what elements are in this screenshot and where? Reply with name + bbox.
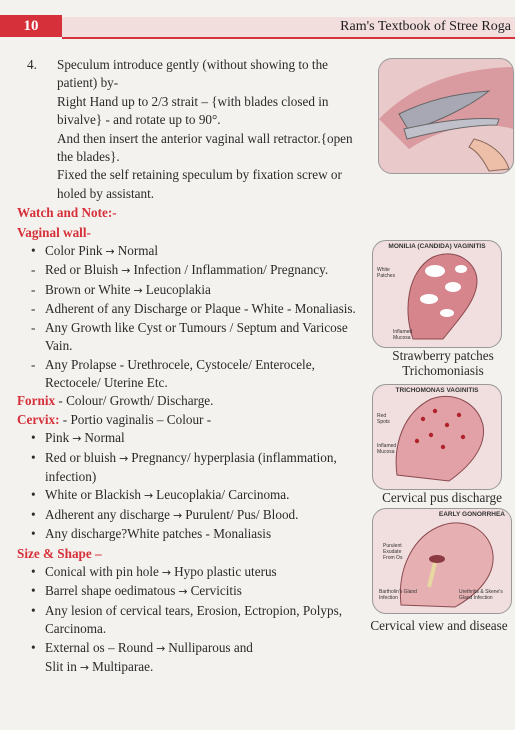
list-item: • Adherent any discharge → Purulent/ Pus/ Blood. bbox=[31, 506, 299, 522]
header-band bbox=[62, 17, 515, 39]
arrow-icon: → bbox=[161, 565, 172, 579]
gonorrhea-illustration bbox=[372, 508, 512, 614]
trichomonas-illustration bbox=[372, 384, 502, 490]
illustration-title: EARLY GONORRHEA bbox=[438, 511, 505, 518]
illustration-label: Purulent Exudate From Os bbox=[383, 543, 403, 561]
list-item: • Any discharge?White patches - Monaliasis bbox=[31, 526, 272, 542]
illustration-label: White Patches bbox=[377, 267, 396, 279]
vaginal-wall-heading: Vaginal wall- bbox=[17, 224, 91, 240]
vaginal-wall-list bbox=[17, 242, 365, 392]
list-item: • External os – Round → Nulliparous and Slit in → Multiparae. bbox=[31, 639, 253, 674]
list-item: - Red or Bluish → Infection / Inflammation/ Pregnancy. bbox=[31, 262, 329, 278]
arrow-icon: → bbox=[121, 264, 131, 278]
illustration-label: Red Spots bbox=[377, 413, 390, 425]
cervix-label: Cervix: bbox=[17, 411, 60, 427]
item-number: 4. bbox=[27, 57, 37, 72]
list-item: • Color Pink → Normal bbox=[31, 243, 159, 259]
arrow-icon: → bbox=[156, 641, 166, 655]
list-item: - Any Prolapse - Urethrocele, Cystocele/ Enterocele, Rectocele/ Uterine Etc. bbox=[31, 356, 315, 390]
illustration-label: Urethritis & Skene's Gland Infection bbox=[459, 589, 503, 601]
arrow-icon: → bbox=[133, 283, 143, 297]
size-shape-list bbox=[17, 563, 365, 677]
illustration-label: Bartholin's Gland Infection bbox=[379, 589, 417, 601]
item-line: Fixed the self retaining speculum by fixation screw or holed by assistant. bbox=[57, 167, 342, 201]
caption-pus: Cervical pus discharge bbox=[382, 490, 502, 505]
item-line: Speculum introduce gently (without showing to the patient) by- bbox=[57, 57, 329, 91]
list-item: • Red or bluish → Pregnancy/ hyperplasia (inflammation, infection) bbox=[31, 449, 337, 484]
caption-view: Cervical view and disease bbox=[370, 618, 508, 633]
monilia-illustration bbox=[372, 240, 502, 348]
arrow-icon: → bbox=[119, 451, 129, 465]
item-line: Right Hand up to 2/3 strait – {with blades closed in bivalve} - and rotate up to 90°. bbox=[57, 93, 329, 128]
speculum-illustration bbox=[378, 58, 514, 174]
fornix-label: Fornix bbox=[17, 393, 56, 409]
caption-trichomoniasis: Trichomoniasis bbox=[402, 363, 484, 378]
caption-strawberry: Strawberry patches bbox=[392, 348, 494, 363]
arrow-icon: → bbox=[143, 489, 154, 503]
main-text bbox=[17, 56, 365, 677]
illustration-label: Inflamed Mucosa bbox=[377, 443, 397, 455]
cervix-list bbox=[17, 429, 365, 543]
arrow-icon: → bbox=[79, 661, 90, 674]
arrow-icon: → bbox=[105, 245, 115, 259]
arrow-icon: → bbox=[72, 432, 82, 446]
illustration-label: Inflamed Mucosa bbox=[393, 329, 413, 341]
list-item: - Brown or White → Leucoplakia bbox=[31, 281, 211, 297]
arrow-icon: → bbox=[173, 508, 183, 522]
watch-note-heading: Watch and Note:- bbox=[17, 205, 117, 221]
arrow-icon: → bbox=[178, 585, 188, 599]
list-item: • Pink → Normal bbox=[31, 430, 125, 446]
list-item: - Any Growth like Cyst or Tumours / Septum and Varicose Vain. bbox=[31, 319, 348, 354]
illustration-title: TRICHOMONAS VAGINITIS bbox=[395, 387, 479, 394]
item-body bbox=[57, 56, 365, 203]
page-header bbox=[0, 15, 515, 37]
list-item: • Any lesion of cervical tears, Erosion, Ectropion, Polyps, Carcinoma. bbox=[31, 602, 343, 637]
illustration-title: MONILIA (CANDIDA) VAGINITIS bbox=[388, 243, 486, 250]
list-item: - Adherent of any Discharge or Plaque - White - Monaliasis. bbox=[31, 301, 356, 317]
list-item: • Barrel shape oedimatous → Cervicitis bbox=[31, 583, 242, 599]
book-title: Ram's Textbook of Stree Roga bbox=[340, 19, 511, 34]
list-item: • Conical with pin hole → Hypo plastic uterus bbox=[31, 563, 277, 579]
page-number: 10 bbox=[0, 15, 62, 37]
size-shape-heading: Size & Shape – bbox=[17, 545, 102, 561]
fornix-line: Fornix - Colour/ Growth/ Discharge. bbox=[17, 393, 214, 409]
item-line: And then insert the anterior vaginal wall retractor.{open the blades}. bbox=[57, 130, 353, 165]
list-item: • White or Blackish → Leucoplakia/ Carcinoma. bbox=[31, 487, 290, 503]
cervix-line: Cervix: - Portio vaginalis – Colour - bbox=[17, 411, 212, 427]
list-item-4 bbox=[17, 56, 365, 203]
